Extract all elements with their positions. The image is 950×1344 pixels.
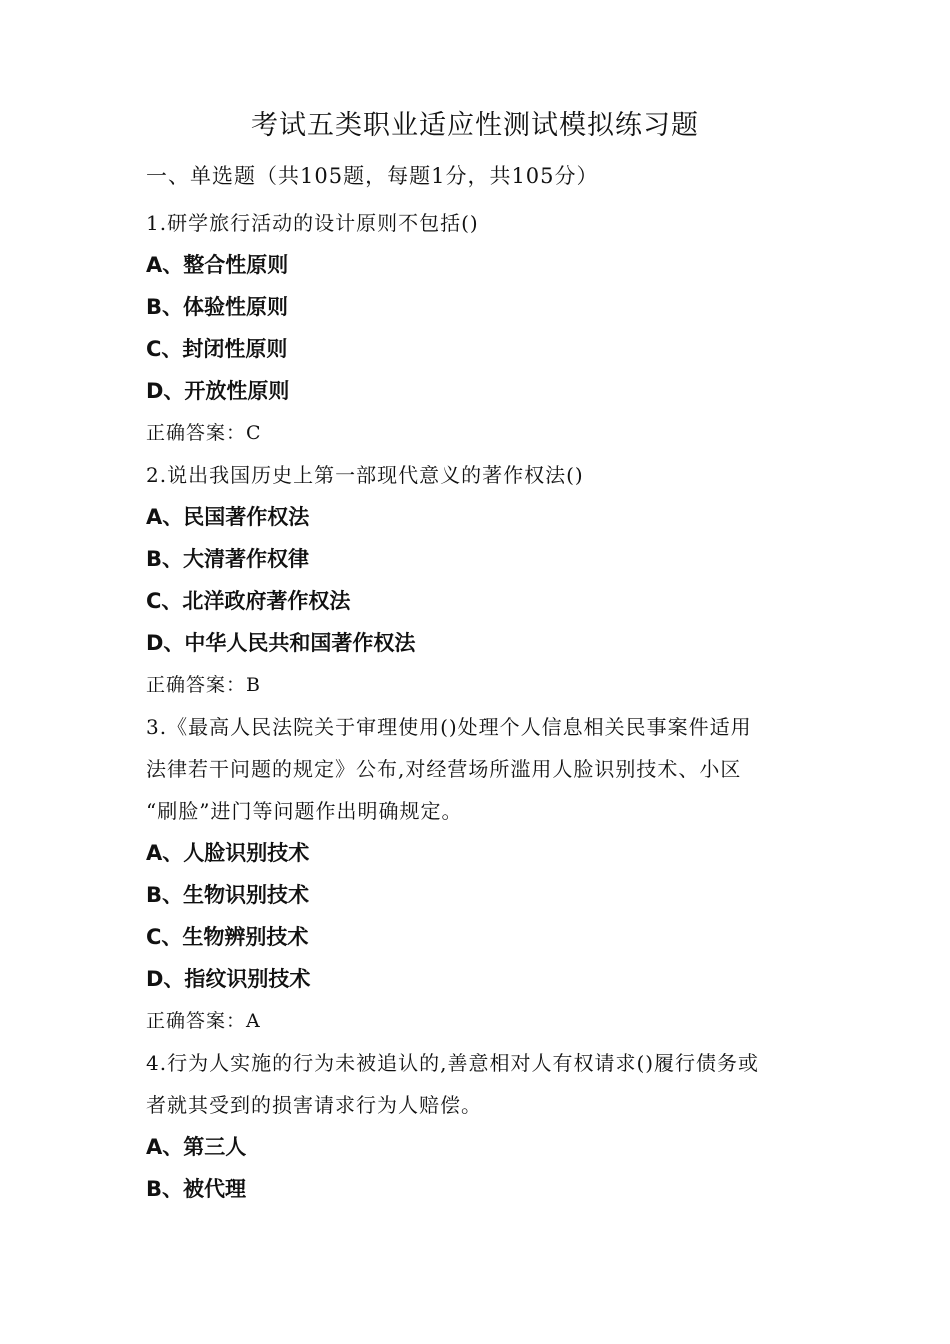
option-c: C、封闭性原则 — [146, 337, 288, 361]
question-3 — [146, 706, 826, 1042]
document-title: 考试五类职业适应性测试模拟练习题 — [251, 110, 699, 141]
option-a: A、民国著作权法 — [146, 505, 310, 529]
question-4 — [146, 1042, 826, 1210]
section-heading: 一、单选题（共105题，每题1分，共105分） — [146, 164, 599, 188]
option-b: B、体验性原则 — [146, 295, 289, 319]
option-a: A、人脸识别技术 — [146, 841, 310, 865]
question-stem-line: 4.行为人实施的行为未被追认的,善意相对人有权请求()履行债务或 — [146, 1051, 760, 1075]
option-c: C、北洋政府著作权法 — [146, 589, 351, 613]
option-d: D、中华人民共和国著作权法 — [146, 631, 416, 655]
question-stem-line: 法律若干问题的规定》公布,对经营场所滥用人脸识别技术、小区 — [146, 757, 742, 781]
option-b: B、被代理 — [146, 1177, 247, 1201]
option-c: C、生物辨别技术 — [146, 925, 309, 949]
question-stem: 2.说出我国历史上第一部现代意义的著作权法() — [146, 463, 584, 487]
option-a: A、整合性原则 — [146, 253, 289, 277]
option-d: D、指纹识别技术 — [146, 967, 311, 991]
answer: 正确答案：C — [146, 422, 262, 444]
question-stem-line: 3.《最高人民法院关于审理使用()处理个人信息相关民事案件适用 — [146, 715, 752, 739]
question-1 — [146, 202, 826, 454]
question-list — [146, 202, 826, 1210]
question-2 — [146, 454, 826, 706]
question-stem-line: “刷脸”进门等问题作出明确规定。 — [146, 799, 463, 823]
option-a: A、第三人 — [146, 1135, 247, 1159]
answer: 正确答案：A — [146, 1010, 261, 1032]
question-stem-line: 者就其受到的损害请求行为人赔偿。 — [146, 1093, 482, 1117]
option-b: B、生物识别技术 — [146, 883, 310, 907]
question-stem: 1.研学旅行活动的设计原则不包括() — [146, 211, 479, 235]
answer: 正确答案：B — [146, 674, 261, 696]
option-b: B、大清著作权律 — [146, 547, 310, 571]
option-d: D、开放性原则 — [146, 379, 290, 403]
